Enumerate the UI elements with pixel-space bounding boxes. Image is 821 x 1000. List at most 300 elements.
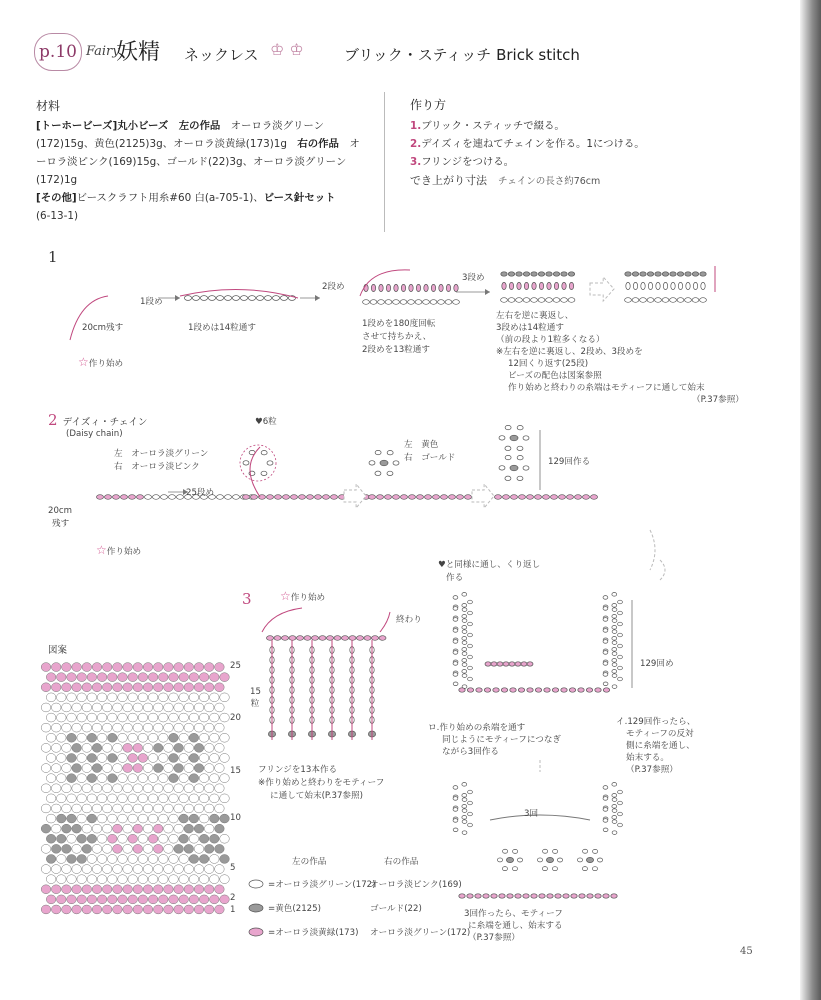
bead bbox=[462, 783, 467, 787]
pattern-bead bbox=[143, 743, 153, 752]
pattern-bead bbox=[215, 804, 225, 813]
bead bbox=[502, 282, 506, 289]
pattern-bead bbox=[46, 713, 56, 722]
pattern-bead bbox=[153, 723, 163, 732]
pattern-bead bbox=[62, 723, 72, 732]
pattern-bead bbox=[189, 673, 199, 682]
bead bbox=[509, 662, 515, 666]
step-arrow-icon bbox=[344, 484, 366, 508]
pattern-bead bbox=[204, 824, 214, 833]
pattern-bead bbox=[77, 754, 87, 763]
bead bbox=[499, 436, 505, 440]
pattern-bead bbox=[46, 814, 56, 823]
pattern-bead bbox=[67, 693, 77, 702]
pattern-bead bbox=[153, 865, 163, 874]
bead bbox=[612, 659, 617, 663]
pattern-bead bbox=[51, 824, 61, 833]
bead bbox=[544, 688, 550, 692]
bead bbox=[582, 849, 587, 853]
pattern-bead bbox=[41, 844, 51, 853]
pattern-bead bbox=[143, 784, 153, 793]
row2-note-2: させて持ちかえ、 bbox=[362, 332, 432, 342]
bead bbox=[612, 637, 617, 641]
section-2-title: 2 デイズィ・チェイン bbox=[48, 411, 148, 429]
step: 2.デイズィを連ねてチェインを作る。1につける。 bbox=[410, 138, 645, 150]
pattern-bead bbox=[133, 784, 143, 793]
pattern-bead bbox=[82, 743, 92, 752]
pattern-bead bbox=[133, 723, 143, 732]
bead bbox=[506, 857, 513, 862]
pattern-bead bbox=[169, 794, 179, 803]
pattern-bead bbox=[194, 784, 204, 793]
bead bbox=[603, 596, 608, 600]
right-materials: オーロラ淡ピンク(169)15g、ゴールド(22)3g、オーロラ淡グリーン(172)1g bbox=[36, 138, 360, 186]
bead bbox=[612, 805, 617, 809]
pattern-bead bbox=[189, 875, 199, 884]
pattern-bead bbox=[153, 824, 163, 833]
pattern-bead bbox=[46, 794, 56, 803]
start-label-1: ☆作り始め bbox=[78, 355, 124, 369]
pattern-bead bbox=[148, 794, 158, 803]
bead bbox=[603, 651, 608, 655]
pattern-bead bbox=[82, 905, 92, 914]
pattern-bead bbox=[204, 804, 214, 813]
pattern-bead bbox=[189, 814, 199, 823]
bead bbox=[379, 636, 386, 641]
pattern-bead bbox=[204, 885, 214, 894]
bead bbox=[603, 607, 608, 611]
pattern-bead bbox=[148, 895, 158, 904]
pattern-bead bbox=[148, 673, 158, 682]
pattern-bead bbox=[174, 663, 184, 672]
pattern-bead bbox=[123, 885, 133, 894]
bead bbox=[503, 495, 510, 500]
pattern-bead bbox=[113, 663, 123, 672]
pattern-bead bbox=[184, 703, 194, 712]
bead bbox=[579, 894, 585, 898]
pattern-bead bbox=[92, 844, 102, 853]
bead bbox=[484, 688, 490, 692]
row2-note-1: 1段めを180度回転 bbox=[362, 319, 436, 329]
pattern-bead bbox=[67, 673, 77, 682]
pattern-bead bbox=[51, 723, 61, 732]
pattern-bead bbox=[92, 683, 102, 692]
pattern-bead bbox=[102, 764, 112, 773]
pattern-bead bbox=[133, 683, 143, 692]
pattern-bead bbox=[87, 713, 97, 722]
pattern-bead bbox=[72, 764, 82, 773]
pattern-bead bbox=[199, 754, 209, 763]
pattern-bead bbox=[87, 875, 97, 884]
bead bbox=[467, 894, 473, 898]
pattern-bead bbox=[51, 885, 61, 894]
bead bbox=[603, 688, 609, 692]
pattern-bead bbox=[67, 895, 77, 904]
bead bbox=[462, 630, 467, 634]
pattern-bead bbox=[92, 784, 102, 793]
bead bbox=[387, 450, 393, 454]
bead bbox=[327, 636, 334, 641]
pattern-bead bbox=[87, 733, 97, 742]
note-ro: ロ.作り始めの糸端を通す 同じようにモティーフにつなぎ ながら3回作る bbox=[428, 723, 562, 757]
bead bbox=[612, 674, 617, 678]
pattern-bead bbox=[72, 885, 82, 894]
bead bbox=[275, 495, 282, 500]
pattern-bead bbox=[118, 875, 128, 884]
bead bbox=[377, 495, 384, 500]
pattern-bead bbox=[57, 673, 67, 682]
grains-15: 15粒 bbox=[250, 687, 261, 709]
bead bbox=[632, 298, 639, 303]
pattern-bead bbox=[138, 855, 148, 864]
pattern-bead bbox=[138, 673, 148, 682]
bead bbox=[417, 495, 424, 500]
bead bbox=[457, 495, 464, 500]
count-25: 25段め bbox=[186, 488, 215, 498]
pattern-bead bbox=[204, 703, 214, 712]
pattern-bead bbox=[148, 855, 158, 864]
bead bbox=[510, 465, 518, 471]
pattern-bead bbox=[62, 865, 72, 874]
bead bbox=[517, 455, 523, 459]
bead bbox=[468, 823, 473, 827]
bead bbox=[554, 282, 558, 289]
bead bbox=[625, 298, 632, 303]
bead bbox=[592, 867, 597, 871]
bead bbox=[612, 648, 617, 652]
pattern-bead bbox=[148, 814, 158, 823]
pattern-bead bbox=[143, 703, 153, 712]
bead bbox=[453, 607, 458, 611]
bead bbox=[267, 636, 274, 641]
pattern-bead bbox=[220, 754, 230, 763]
pattern-bead bbox=[179, 713, 189, 722]
pattern-bead bbox=[174, 764, 184, 773]
bead bbox=[523, 894, 529, 898]
pattern-bead bbox=[123, 804, 133, 813]
bead bbox=[379, 284, 383, 291]
pattern-bead bbox=[108, 673, 118, 682]
pattern-bead bbox=[97, 774, 107, 783]
pattern-bead bbox=[123, 683, 133, 692]
pattern-bead bbox=[77, 895, 87, 904]
bead bbox=[662, 298, 669, 303]
bead bbox=[315, 495, 322, 500]
pattern-bead bbox=[215, 703, 225, 712]
row1-note: 1段めは14粒通す bbox=[188, 323, 256, 333]
pattern-bead bbox=[143, 905, 153, 914]
legend-2-left: =黄色(2125) bbox=[268, 904, 321, 914]
star-icon: ☆ bbox=[78, 355, 89, 369]
bead bbox=[393, 461, 399, 465]
pattern-bead bbox=[113, 703, 123, 712]
pattern-bead bbox=[189, 713, 199, 722]
bead bbox=[678, 282, 682, 289]
bead bbox=[192, 296, 199, 301]
pattern-bead bbox=[204, 683, 214, 692]
pattern-bead bbox=[108, 733, 118, 742]
bead bbox=[505, 446, 511, 450]
pattern-bead bbox=[118, 834, 128, 843]
pattern-bead bbox=[102, 905, 112, 914]
pattern-bead bbox=[179, 794, 189, 803]
pattern-bead bbox=[169, 673, 179, 682]
bead bbox=[342, 636, 349, 641]
bead bbox=[462, 608, 467, 612]
bead bbox=[552, 688, 558, 692]
bead bbox=[424, 284, 428, 291]
bead bbox=[618, 801, 623, 805]
bead bbox=[502, 867, 507, 871]
bead bbox=[299, 495, 306, 500]
bead bbox=[612, 685, 617, 689]
bead bbox=[453, 640, 458, 644]
pattern-bead bbox=[67, 814, 77, 823]
legend-head-left: 左の作品 bbox=[292, 857, 327, 867]
pattern-bead bbox=[179, 895, 189, 904]
pattern-bead bbox=[194, 743, 204, 752]
pattern-bead bbox=[174, 885, 184, 894]
bead bbox=[453, 808, 458, 812]
row-10: 10 bbox=[230, 813, 241, 823]
bead bbox=[491, 662, 497, 666]
pattern-bead bbox=[215, 764, 225, 773]
pattern-bead bbox=[210, 774, 220, 783]
pattern-bead bbox=[123, 824, 133, 833]
bead bbox=[539, 282, 543, 289]
bead bbox=[272, 296, 279, 301]
bead bbox=[462, 816, 467, 820]
bead bbox=[501, 688, 507, 692]
bead bbox=[612, 619, 617, 623]
pattern-bead bbox=[133, 743, 143, 752]
bead bbox=[249, 904, 263, 912]
pattern-bead bbox=[164, 743, 174, 752]
bead bbox=[468, 666, 473, 670]
pattern-bead bbox=[159, 855, 169, 864]
bead bbox=[462, 831, 467, 835]
pattern-bead bbox=[169, 855, 179, 864]
pattern-bead bbox=[174, 784, 184, 793]
bead bbox=[618, 823, 623, 827]
pattern-bead bbox=[184, 885, 194, 894]
bead bbox=[632, 272, 638, 276]
step-arrow-icon bbox=[472, 484, 494, 508]
pattern-bead bbox=[215, 865, 225, 874]
pattern-bead bbox=[118, 855, 128, 864]
pattern-bead bbox=[169, 774, 179, 783]
pattern-bead bbox=[194, 723, 204, 732]
left-color: 左 オーロラ淡グリーン bbox=[114, 449, 209, 459]
star-icon: ☆ bbox=[96, 543, 107, 557]
right-color: 右 オーロラ淡ピンク bbox=[114, 462, 200, 472]
bead bbox=[462, 805, 467, 809]
pattern-bead bbox=[77, 834, 87, 843]
pattern-bead bbox=[108, 834, 118, 843]
bead bbox=[491, 894, 497, 898]
bead bbox=[208, 296, 215, 301]
bead bbox=[459, 688, 465, 692]
pattern-bead bbox=[148, 733, 158, 742]
arrow-head bbox=[175, 295, 180, 301]
bead bbox=[505, 476, 511, 480]
pattern-bead bbox=[113, 865, 123, 874]
pattern-bead bbox=[118, 794, 128, 803]
pattern-bead bbox=[179, 693, 189, 702]
bead bbox=[363, 300, 370, 305]
bead bbox=[523, 436, 529, 440]
bead bbox=[453, 618, 458, 622]
pattern-bead bbox=[138, 754, 148, 763]
pattern-bead bbox=[159, 713, 169, 722]
bead bbox=[517, 282, 521, 289]
pattern-bead bbox=[194, 683, 204, 692]
bead bbox=[551, 495, 558, 500]
legend-3-right: オーロラ淡グリーン(172) bbox=[370, 928, 471, 938]
pattern-bead bbox=[62, 764, 72, 773]
bead bbox=[527, 662, 533, 666]
pattern-bead bbox=[138, 794, 148, 803]
pattern-bead bbox=[148, 713, 158, 722]
bead bbox=[161, 495, 168, 500]
other-tag: [その他] bbox=[36, 192, 77, 204]
bead bbox=[331, 495, 338, 500]
bead bbox=[582, 867, 587, 871]
bead bbox=[385, 495, 392, 500]
bead bbox=[261, 450, 267, 454]
bead bbox=[648, 282, 652, 289]
pattern-bead bbox=[97, 834, 107, 843]
bead bbox=[468, 633, 473, 637]
bead bbox=[409, 284, 413, 291]
pattern-bead bbox=[128, 895, 138, 904]
pattern-bead bbox=[57, 875, 67, 884]
pattern-bead bbox=[97, 693, 107, 702]
bead bbox=[618, 622, 623, 626]
pattern-bead bbox=[67, 733, 77, 742]
bead bbox=[267, 461, 273, 465]
bead bbox=[663, 282, 667, 289]
bead bbox=[618, 790, 623, 794]
bead bbox=[523, 466, 529, 470]
pattern-bead bbox=[153, 663, 163, 672]
bead bbox=[261, 471, 267, 475]
bead bbox=[692, 298, 699, 303]
bead bbox=[453, 828, 458, 832]
pattern-bead bbox=[179, 774, 189, 783]
bead bbox=[319, 636, 326, 641]
pattern-bead bbox=[67, 774, 77, 783]
pattern-bead bbox=[128, 834, 138, 843]
pattern-bead bbox=[194, 663, 204, 672]
bead bbox=[462, 674, 467, 678]
pattern-bead bbox=[92, 804, 102, 813]
pattern-bead bbox=[220, 794, 230, 803]
bead bbox=[153, 495, 160, 500]
pattern-bead bbox=[108, 754, 118, 763]
bead bbox=[586, 857, 593, 862]
bead bbox=[453, 651, 458, 655]
pattern-bead bbox=[51, 703, 61, 712]
pattern-bead bbox=[199, 774, 209, 783]
pattern-bead bbox=[199, 834, 209, 843]
pattern-bead bbox=[169, 733, 179, 742]
page-number: 45 bbox=[740, 946, 753, 957]
pattern-bead bbox=[153, 743, 163, 752]
bead bbox=[283, 495, 290, 500]
bead bbox=[612, 630, 617, 634]
pattern-bead bbox=[133, 663, 143, 672]
fringe-note: フリンジを13本作る bbox=[258, 765, 338, 775]
pattern-bead bbox=[123, 865, 133, 874]
technique-title: ブリック・スティッチ Brick stitch bbox=[344, 46, 580, 64]
pattern-bead bbox=[128, 774, 138, 783]
bead bbox=[578, 688, 584, 692]
pattern-bead bbox=[204, 905, 214, 914]
bead bbox=[297, 636, 304, 641]
bead bbox=[603, 797, 608, 801]
bead bbox=[415, 300, 422, 305]
pattern-bead bbox=[72, 844, 82, 853]
end-label: 終わり bbox=[396, 615, 422, 625]
pattern-bead bbox=[184, 784, 194, 793]
bead bbox=[425, 495, 432, 500]
pattern-bead bbox=[159, 774, 169, 783]
pattern-bead bbox=[128, 875, 138, 884]
row-5: 5 bbox=[230, 863, 236, 873]
bead bbox=[369, 495, 376, 500]
bead bbox=[416, 284, 420, 291]
bead bbox=[468, 600, 473, 604]
pattern-bead bbox=[169, 834, 179, 843]
bead bbox=[430, 300, 437, 305]
pattern-bead bbox=[77, 855, 87, 864]
pattern-bead bbox=[220, 834, 230, 843]
pattern-bead bbox=[118, 754, 128, 763]
pattern-bead bbox=[199, 814, 209, 823]
pattern-bead bbox=[102, 743, 112, 752]
bead bbox=[612, 809, 617, 813]
bead bbox=[468, 622, 473, 626]
pattern-bead bbox=[57, 834, 67, 843]
bead bbox=[625, 272, 631, 276]
section1-notes: 左右を逆に裏返し、 3段めは14粒通す （前の段より1粒多くなる） ※左右を逆に裏返し、2段め、3段めを 12回くり返す(25段) ビーズの配色は図案参照 作り始めと終わりの糸端はモティーフに通して始末 （P.37参照） bbox=[496, 311, 744, 405]
bead bbox=[121, 495, 128, 500]
pattern-bead bbox=[51, 905, 61, 914]
pattern-bead bbox=[51, 865, 61, 874]
bead bbox=[641, 282, 645, 289]
pattern-bead bbox=[72, 784, 82, 793]
pattern-bead bbox=[51, 784, 61, 793]
pattern-bead bbox=[118, 693, 128, 702]
bead bbox=[700, 298, 707, 303]
bead bbox=[677, 298, 684, 303]
bead bbox=[462, 663, 467, 667]
bead bbox=[700, 272, 706, 276]
bead bbox=[569, 688, 575, 692]
bead bbox=[401, 284, 405, 291]
pattern-bead bbox=[138, 814, 148, 823]
pattern-bead bbox=[138, 774, 148, 783]
pattern-bead bbox=[92, 865, 102, 874]
pattern-bead bbox=[108, 855, 118, 864]
pattern-bead bbox=[82, 885, 92, 894]
pattern-bead bbox=[92, 743, 102, 752]
finished-size: でき上がり寸法 チェインの長さ約76cm bbox=[410, 174, 601, 187]
pattern-bead bbox=[133, 905, 143, 914]
pattern-bead bbox=[194, 764, 204, 773]
pattern-bead bbox=[97, 875, 107, 884]
